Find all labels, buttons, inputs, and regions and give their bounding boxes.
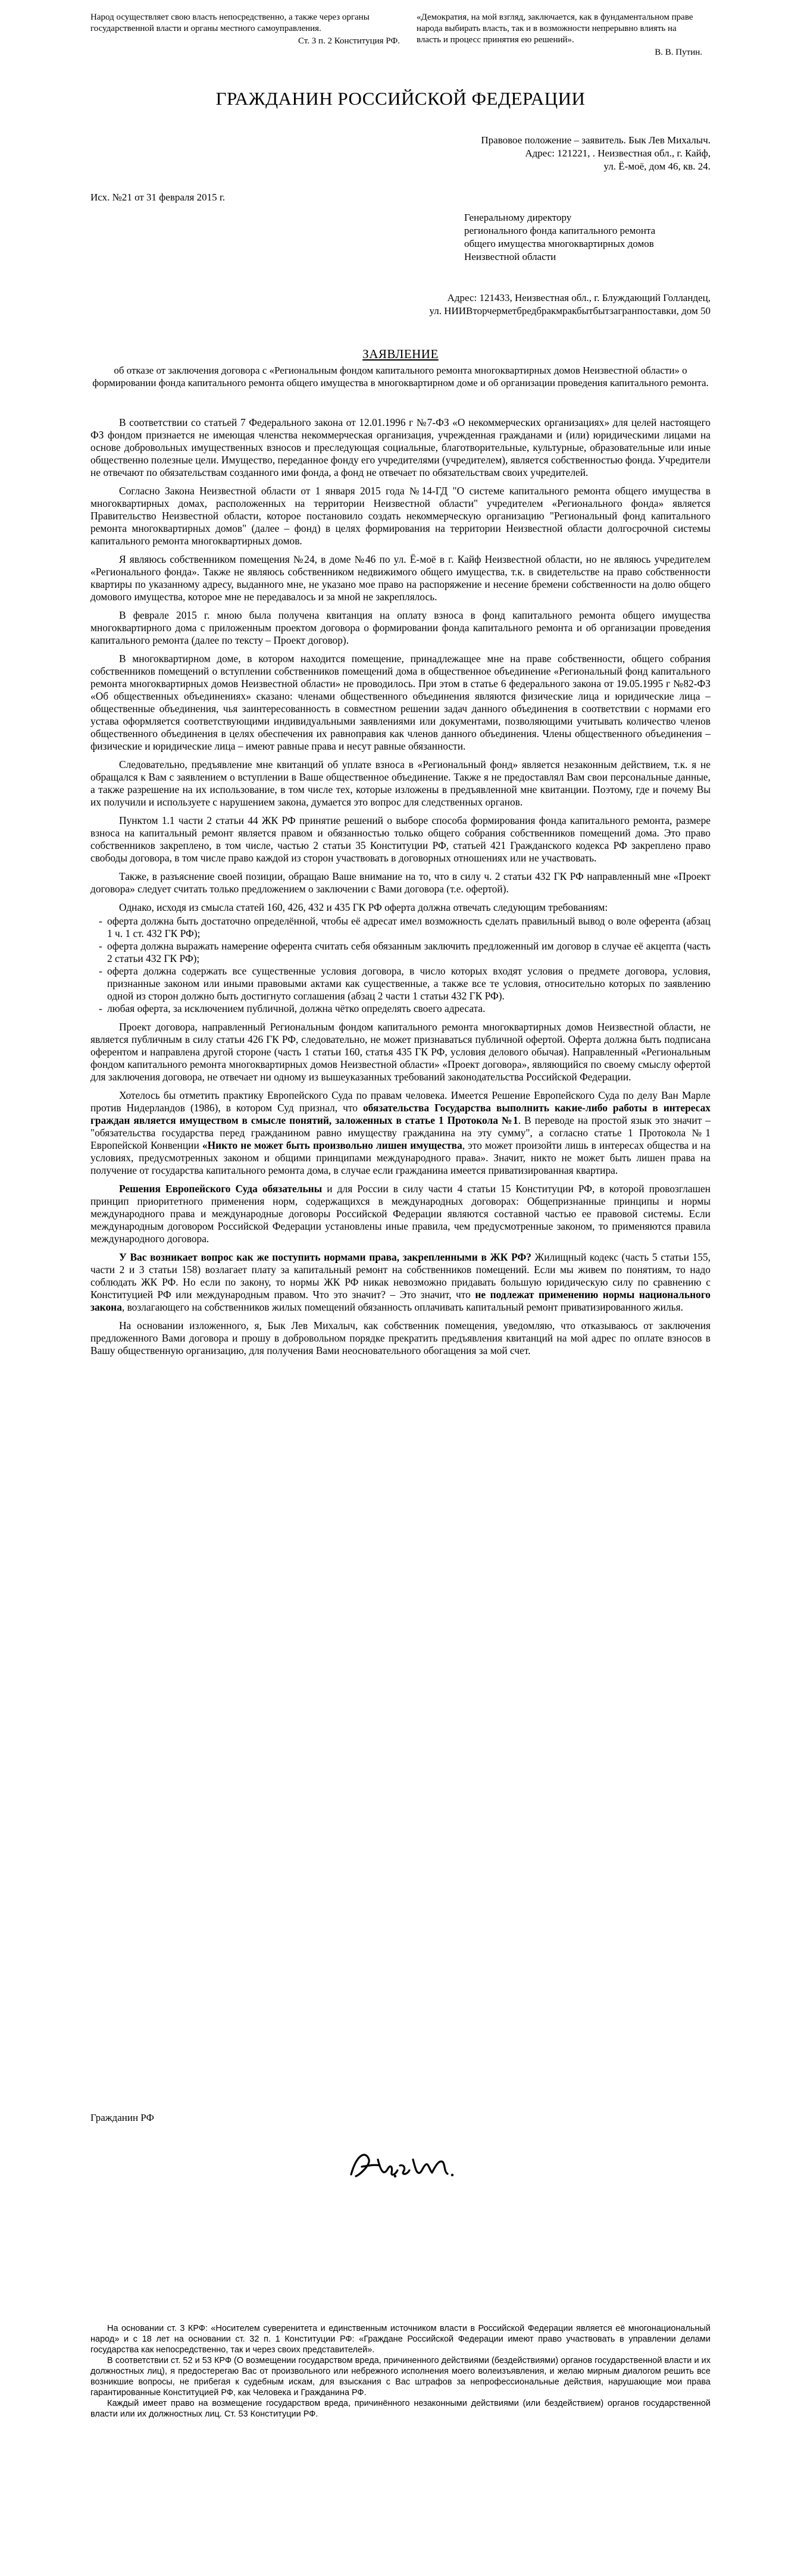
list-item-text: любая оферта, за исключением публичной, должна чётко определять своего адресата. bbox=[107, 1002, 486, 1014]
list-item-text: оферта должна содержать все существенные условия договора, в число которых входят условия о предмете договора, условия, признанные законом или иными правовыми актами как существенные, а также все те условия, относительно которых по заявлению одной из сторон должно быть достигнуто соглашения (абзац 2 части 1 статьи 432 ГК РФ). bbox=[107, 965, 711, 1002]
recipient-line-2: регионального фонда капитального ремонта bbox=[464, 225, 656, 236]
handwritten-signature bbox=[333, 2142, 476, 2189]
footnotes bbox=[90, 2323, 711, 2420]
bold-text-run: не подлежат применению нормы национального закона bbox=[90, 1289, 711, 1313]
outgoing-number: Исх. №21 от 31 февраля 2015 г. bbox=[90, 192, 226, 203]
statement-subject: об отказе от заключения договора с «Региональным фондом капитального ремонта многоквартирных домов Неизвестной области» о формировании фонда капитального ремонта общего имущества в многоквартирном доме и об организации проведения капитального ремонта. bbox=[92, 365, 709, 388]
paragraph: В феврале 2015 г. мною была получена квитанция на оплату взноса в фонд капитального ремонта общего имущества многоквартирного дома с приложенным проектом договора о формировании фонда капитального ремонта и об организации проведения капитального ремонта (далее по тексту – Проект договор). bbox=[90, 609, 711, 646]
paragraph: Я являюсь собственником помещения №24, в доме №46 по ул. Ё-моё в г. Кайф Неизвестной области, но не являюсь учредителем «Регионального фонда». Также не являюсь собственником недвижимого общего имущества, т.к. в свидетельстве на право собственности квартиры по указанному адресу, выданного мне, не указано мое право на распоряжение и несение бремени собственности на долю общего домового имущества, которое мне не передавалось и за мной не закреплялось. bbox=[90, 553, 711, 603]
paragraph: Проект договора, направленный Региональным фондом капитального ремонта многоквартирных домов Неизвестной области, не является публичным в силу статьи 426 ГК РФ, следовательно, не может признаваться публичной офертой. Оферта должна быть подписана оферентом и направлена другой стороне (часть 1 статьи 160, статья 435 ГК РФ, условия делового обычая). Направленный «Региональным фондом капитального ремонта многоквартирных домов Неизвестной области» «Проект договора», являющийся по своему смыслу офертой для заключения договора, не отвечает ни одному из вышеуказанных требований законодательства Российской Федерации. bbox=[90, 1021, 711, 1083]
statement-body bbox=[90, 416, 711, 1363]
epigraph-right-source: В. В. Путин. bbox=[655, 48, 702, 57]
sender-line-2: Адрес: 121221, . Неизвестная обл., г. Кайф, bbox=[525, 148, 711, 159]
bullet-dash: - bbox=[99, 965, 102, 977]
paragraph: Следовательно, предъявление мне квитанций об уплате взноса в «Региональный фонд» является незаконным действием, т.к. я не обращался к Вам с заявлением о вступлении в Ваше общественное объединение. Также я не предоставлял Вам свои персональные данные, а также разрешение на их использование, в том числе тех, которые изложены в предъявленной мне квитанции. Поэтому, где и почему Вы их получили и используете с нарушением закона, думается это вопрос для следственных органов. bbox=[90, 759, 711, 808]
list-item-text: оферта должна быть достаточно определённой, чтобы её адресат имел возможность сделать правильный вывод о воле оферента (абзац 1 ч. 1 ст. 432 ГК РФ); bbox=[107, 915, 711, 939]
statement-heading: ЗАЯВЛЕНИЕ bbox=[362, 347, 439, 361]
sender-line-3: ул. Ё-моё, дом 46, кв. 24. bbox=[603, 161, 711, 172]
recipient-line-3: общего имущества многоквартирных домов bbox=[464, 238, 654, 249]
list-item-text: оферта должна выражать намерение оферента считать себя обязанным заключить предложенный им договор в случае её акцепта (часть 2 статьи 432 ГК РФ); bbox=[107, 940, 711, 964]
bold-text-run: Решения Европейского Суда обязательны bbox=[119, 1183, 323, 1195]
paragraph: В соответствии со статьей 7 Федерального закона от 12.01.1996 г №7-ФЗ «О некоммерческих организациях» для целей настоящего ФЗ фондом признается не имеющая членства некоммерческая организация, учрежденная гражданами и (или) юридическими лицами на основе добровольных имущественных взносов и преследующая социальные, благотворительные, культурные, образовательные или иные общественно полезные цели. Имущество, переданное фонду его учредителями (учредителем), является собственностью фонда. Учредители не отвечают по обязательствам созданного ими фонда, а фонд не отвечает по обязательствам своих учредителей. bbox=[90, 416, 711, 478]
paragraph bbox=[90, 1251, 711, 1314]
paragraph bbox=[90, 1089, 711, 1177]
document-title: ГРАЖДАНИН РОССИЙСКОЙ ФЕДЕРАЦИИ bbox=[215, 88, 586, 109]
list-item bbox=[99, 1002, 711, 1015]
recipient-line-4: Неизвестной области bbox=[464, 251, 556, 262]
list-item bbox=[99, 965, 711, 1002]
bullet-dash: - bbox=[99, 915, 102, 927]
text-run: , это может произойти лишь в интересах общества и на условиях, предусмотренных законом и общими принципами международного права». Значит, никто не может быть лишен права на получение от государства капитального ремонта дома, в случае если гражданина имеется приватизированная квартира. bbox=[90, 1139, 711, 1176]
epigraph-left-source: Ст. 3 п. 2 Конституция РФ. bbox=[298, 36, 400, 46]
list-item bbox=[99, 915, 711, 940]
text-run: Жилищный кодекс (часть 5 статьи 155, части 2 и 3 статьи 158) возлагает плату за капитальный ремонт на собственников помещений. Если мы живем по понятиям, то надо соблюдать ЖК РФ. Но если по закону, то нормы ЖК РФ никак невозможно придавать большую юридическую силу по сравнению с Конституцией РФ или международным правом. Что это значит? – Это значит, что bbox=[90, 1251, 711, 1300]
bullet-dash: - bbox=[99, 940, 102, 952]
bold-text-run: «Никто не может быть произвольно лишен имущества bbox=[202, 1139, 462, 1151]
recipient-line-1: Генеральному директору bbox=[464, 212, 572, 223]
paragraph: В многоквартирном доме, в котором находится помещение, принадлежащее мне на праве собственности, общего собрания собственников помещений о вступлении собственников помещений дома в общественное объединение «Региональный фонд капитального ремонта многоквартирных домов Неизвестной области» не проводилось. При этом в статье 6 федерального закона от 19.05.1995 г №82-ФЗ «Об общественных объединениях» сказано: членами общественного объединения являются физические лица и юридические лица – общественные объединения, чья заинтересованность в совместном решении задач данного объединения в соответствии с нормами его устава оформляется соответствующими индивидуальными заявлениями или документами, позволяющими учитывать количество членов общественного объединения в целях обеспечения их равноправия как членов данного объединения. Члены общественного объединения – физические и юридические лица – имеют равные права и несут равные обязанности. bbox=[90, 653, 711, 752]
paragraph: На основании изложенного, я, Бык Лев Михалыч, как собственник помещения, уведомляю, что отказываюсь от заключения предложенного Вами договора и прошу в добровольном порядке прекратить предъявления квитанций на мой адрес по оплате взносов в Вашу общественную организацию, для получения Вами неосновательного обогащения за мой счет. bbox=[90, 1320, 711, 1356]
bold-text-run: У Вас возникает вопрос как же поступить нормами права, закрепленными в ЖК РФ? bbox=[119, 1251, 531, 1263]
recipient-address-line-1: Адрес: 121433, Неизвестная обл., г. Блуждающий Голландец, bbox=[447, 292, 711, 303]
text-run: Хотелось бы отметить практику Европейского Суда по правам человека. Имеется Решение Европейского Суда по делу Ван Марле против Нидерландов (1986), в котором Суд признал, что bbox=[90, 1089, 711, 1114]
epigraph-left bbox=[90, 12, 400, 47]
signoff-label: Гражданин РФ bbox=[90, 2112, 154, 2123]
sender-block bbox=[342, 134, 711, 173]
bold-text-run: обязательства Государства выполнить какие-либо работы в интересах граждан является имуществом в смысле понятий, заложенных в статье 1 Протокола №1 bbox=[90, 1102, 711, 1126]
paragraph: Согласно Закона Неизвестной области от 1 января 2015 года №14-ГД "О системе капитального ремонта общего имущества в многоквартирных домах, расположенных на территории Неизвестной области" учредителем «Регионального фонда» является Правительство Неизвестной области, которое постановило создать некоммерческую организацию "Региональный фонд капитального ремонта многоквартирных домов" (далее – фонд) в целях формирования на территории Неизвестной области долгосрочной системы капитального ремонта многоквартирных домов. bbox=[90, 485, 711, 547]
text-run: и для России в силу части 4 статьи 15 Конституции РФ, в которой провозглашен принцип приоритетного применения норм, содержащихся в международных договорах: Общепризнанные принципы и нормы международного права и международные договоры Российской Федерации являются составной частью ее правовой системы. Если международным договором Российской Федерации установлены иные правила, чем предусмотренные законом, то применяются правила международного договора. bbox=[90, 1183, 711, 1245]
paragraph: Пунктом 1.1 части 2 статьи 44 ЖК РФ принятие решений о выборе способа формирования фонда капитального ремонта, размере взноса на капитальный ремонт является правом и обязанностью только общего собрания собственников помещений дома. Это право собственников закреплено, в том числе, частью 2 статьи 35 Конституции РФ, статьей 421 Гражданского кодекса РФ закреплено право свободы договора, в том числе право каждой из сторон участвовать в договорных отношениях или не участвовать. bbox=[90, 814, 711, 864]
list-item bbox=[99, 940, 711, 965]
paragraph: Однако, исходя из смысла статей 160, 426, 432 и 435 ГК РФ оферта должна отвечать следующим требованиям: bbox=[119, 901, 608, 913]
epigraph-left-text: Народ осуществляет свою власть непосредственно, а также через органы государственной власти и органы местного самоуправления. bbox=[90, 12, 370, 33]
footnote: В соответствии ст. 52 и 53 КРФ (О возмещении государством вреда, причиненного действиями (бездействиями) органов государственной власти и их должностных лиц), я предостерегаю Вас от произвольного или небрежного исполнения моего волеизъявления, и желаю мирным диалогом решить все возникшие вопросы, не прибегая к судебным искам, для взыскания с Вас штрафов за непрофессиональные действия, нарушающие мои права гарантированные Конституцией РФ, как Человека и Гражданина РФ. bbox=[90, 2356, 711, 2398]
paragraph bbox=[90, 1183, 711, 1245]
recipient-address-line-2: ул. НИИВторчерметбредбракмракбытбытзагранпоставки, дом 50 bbox=[429, 305, 711, 316]
paragraph: Также, в разъяснение своей позиции, обращаю Ваше внимание на то, что в силу ч. 2 статьи 432 ГК РФ направленный мне «Проект договора» следует считать только предложением о заключении с Вами договора (т.е. офертой). bbox=[90, 870, 711, 895]
bullet-dash: - bbox=[99, 1002, 102, 1014]
footnote: Каждый имеет право на возмещение государством вреда, причинённого незаконными действиями (или бездействием) органов государственной власти или их должностных лиц. Ст. 53 Конституции РФ. bbox=[90, 2399, 711, 2419]
offer-requirements-list bbox=[90, 915, 711, 1015]
recipient-block bbox=[464, 211, 714, 264]
text-run: . В переводе на простой язык это значит – "обязательства государства перед гражданином равно имуществу гражданина на эту сумму", а согласно статье 1 Протокола №1 Европейской Конвенции bbox=[90, 1114, 711, 1151]
recipient-address bbox=[330, 292, 711, 318]
footnote: На основании ст. 3 КРФ: «Носителем суверенитета и единственным источником власти в Российской Федерации является её многонациональный народ» и с 18 лет на основании ст. 32 п. 1 Конституции РФ: «Граждане Российской Федерации имеют право участвовать в управлении делами государства как непосредственно, так и через своих представителей». bbox=[90, 2324, 711, 2355]
epigraph-right-text: «Демократия, на мой взгляд, заключается, как в фундаментальном праве народа выбирать власть, так и в возможности непрерывно влиять на власть и процесс принятия ею решений». bbox=[417, 12, 693, 45]
text-run: , возлагающего на собственников жилых помещений обязанность оплачивать капитальный ремонт приватизированного жилья. bbox=[121, 1301, 683, 1313]
epigraph-right bbox=[417, 12, 702, 58]
sender-line-1: Правовое положение – заявитель. Бык Лев Михалыч. bbox=[481, 134, 711, 146]
